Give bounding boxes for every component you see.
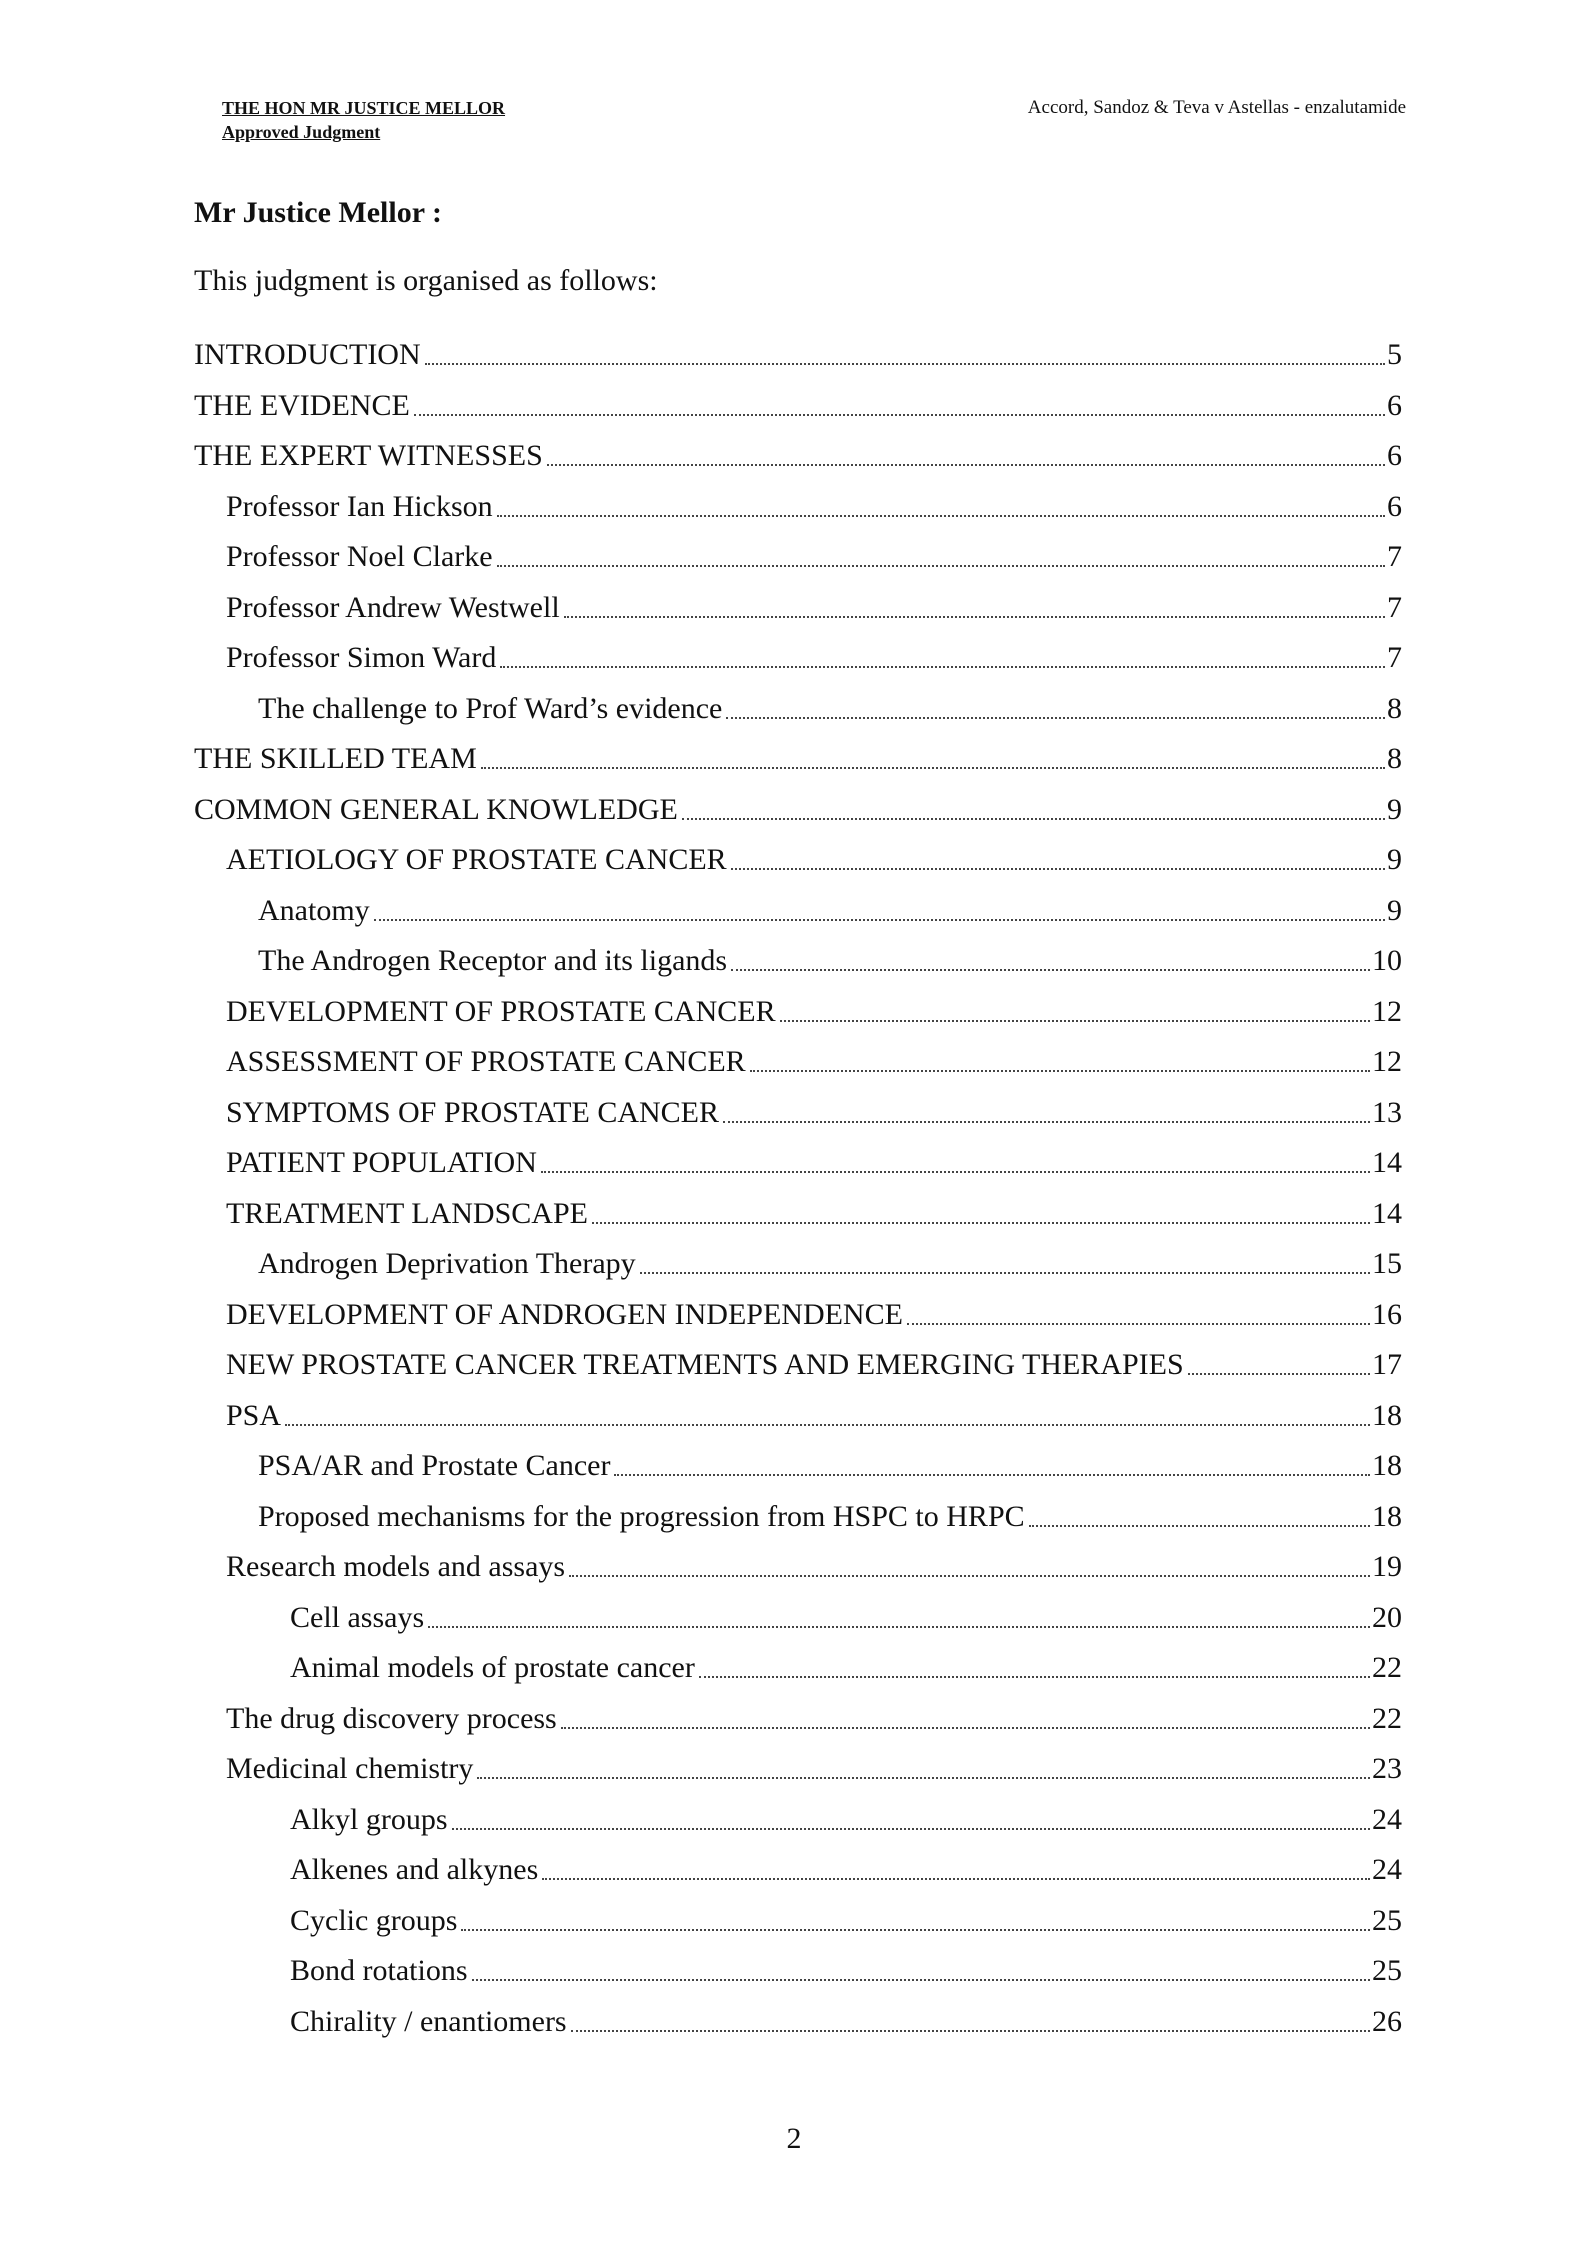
toc-entry-title: TREATMENT LANDSCAPE xyxy=(226,1196,588,1230)
page-number: 2 xyxy=(786,2122,802,2155)
toc-entry-page: 22 xyxy=(1372,1701,1402,1735)
toc-entry[interactable] xyxy=(194,886,1402,937)
dot-leader xyxy=(477,1750,1370,1788)
dot-leader xyxy=(699,1649,1370,1687)
toc-entry[interactable] xyxy=(194,330,1402,381)
dot-leader xyxy=(541,1144,1370,1182)
table-of-contents xyxy=(194,330,1402,2047)
dot-leader xyxy=(571,2003,1370,2041)
dot-leader xyxy=(472,1952,1371,1990)
dot-leader xyxy=(1188,1346,1370,1384)
toc-entry[interactable] xyxy=(194,1391,1402,1442)
toc-entry-page: 10 xyxy=(1372,944,1402,978)
toc-entry-title: PSA/AR and Prostate Cancer xyxy=(258,1449,611,1483)
toc-entry[interactable] xyxy=(194,1138,1402,1189)
dot-leader xyxy=(547,437,1385,475)
toc-entry-title: PSA xyxy=(226,1398,282,1432)
toc-entry-page: 22 xyxy=(1372,1651,1402,1685)
toc-entry[interactable] xyxy=(194,1946,1402,1997)
toc-entry-title: Professor Simon Ward xyxy=(226,641,497,675)
toc-entry-page: 18 xyxy=(1372,1499,1402,1533)
toc-entry[interactable] xyxy=(194,1593,1402,1644)
dot-leader xyxy=(569,1548,1370,1586)
toc-entry-title: Medicinal chemistry xyxy=(226,1752,474,1786)
toc-entry[interactable] xyxy=(194,482,1402,533)
toc-entry[interactable] xyxy=(194,684,1402,735)
dot-leader xyxy=(497,538,1385,576)
toc-entry-page: 8 xyxy=(1387,742,1402,776)
toc-entry[interactable] xyxy=(194,1189,1402,1240)
toc-entry[interactable] xyxy=(194,1694,1402,1745)
dot-leader xyxy=(414,387,1385,425)
toc-entry-page: 6 xyxy=(1387,439,1402,473)
dot-leader xyxy=(481,740,1385,778)
dot-leader xyxy=(452,1801,1371,1839)
toc-entry-title: Bond rotations xyxy=(290,1954,468,1988)
toc-entry-page: 8 xyxy=(1387,691,1402,725)
toc-entry[interactable] xyxy=(194,785,1402,836)
toc-entry-page: 9 xyxy=(1387,792,1402,826)
toc-entry[interactable] xyxy=(194,1441,1402,1492)
dot-leader xyxy=(564,589,1385,627)
toc-entry[interactable] xyxy=(194,431,1402,482)
case-title-header: Accord, Sandoz & Teva v Astellas - enzalutamide xyxy=(1027,97,1406,118)
toc-entry-page: 12 xyxy=(1372,1045,1402,1079)
toc-entry[interactable] xyxy=(194,1290,1402,1341)
toc-entry-title: The challenge to Prof Ward’s evidence xyxy=(258,691,723,725)
toc-entry[interactable] xyxy=(194,835,1402,886)
dot-leader xyxy=(592,1195,1370,1233)
intro-text: This judgment is organised as follows: xyxy=(194,264,658,297)
toc-entry[interactable] xyxy=(194,1896,1402,1947)
dot-leader xyxy=(907,1296,1370,1334)
toc-entry-title: THE EXPERT WITNESSES xyxy=(194,439,543,473)
dot-leader xyxy=(500,639,1385,677)
dot-leader xyxy=(750,1043,1370,1081)
toc-entry-title: The Androgen Receptor and its ligands xyxy=(258,944,728,978)
toc-entry-title: Research models and assays xyxy=(226,1550,566,1584)
toc-entry-page: 7 xyxy=(1387,590,1402,624)
toc-entry[interactable] xyxy=(194,381,1402,432)
toc-entry-page: 15 xyxy=(1372,1247,1402,1281)
toc-entry[interactable] xyxy=(194,1997,1402,2048)
toc-entry[interactable] xyxy=(194,1088,1402,1139)
dot-leader xyxy=(780,993,1370,1031)
toc-entry-page: 20 xyxy=(1372,1600,1402,1634)
dot-leader xyxy=(497,488,1385,526)
toc-entry-title: Animal models of prostate cancer xyxy=(290,1651,695,1685)
dot-leader xyxy=(561,1700,1370,1738)
toc-entry[interactable] xyxy=(194,987,1402,1038)
running-header-left xyxy=(222,96,505,144)
dot-leader xyxy=(428,1599,1370,1637)
toc-entry[interactable] xyxy=(194,532,1402,583)
toc-entry[interactable] xyxy=(194,1239,1402,1290)
toc-entry-page: 23 xyxy=(1372,1752,1402,1786)
dot-leader xyxy=(542,1851,1370,1889)
toc-entry-title: Androgen Deprivation Therapy xyxy=(258,1247,636,1281)
toc-entry-title: PATIENT POPULATION xyxy=(226,1146,537,1180)
toc-entry-page: 14 xyxy=(1372,1196,1402,1230)
toc-entry[interactable] xyxy=(194,1542,1402,1593)
toc-entry-title: INTRODUCTION xyxy=(194,338,421,372)
toc-entry-title: THE EVIDENCE xyxy=(194,388,410,422)
toc-entry[interactable] xyxy=(194,1744,1402,1795)
toc-entry-page: 26 xyxy=(1372,2004,1402,2038)
toc-entry[interactable] xyxy=(194,1643,1402,1694)
toc-entry-title: Alkenes and alkynes xyxy=(290,1853,539,1887)
toc-entry[interactable] xyxy=(194,1795,1402,1846)
toc-entry-page: 9 xyxy=(1387,843,1402,877)
dot-leader xyxy=(723,1094,1370,1132)
toc-entry-page: 5 xyxy=(1387,338,1402,372)
toc-entry-title: ASSESSMENT OF PROSTATE CANCER xyxy=(226,1045,746,1079)
toc-entry-title: Chirality / enantiomers xyxy=(290,2004,567,2038)
toc-entry-title: The drug discovery process xyxy=(226,1701,557,1735)
approval-status: Approved Judgment xyxy=(222,122,381,142)
judge-name-header: THE HON MR JUSTICE MELLOR xyxy=(222,98,506,118)
toc-entry-title: Alkyl groups xyxy=(290,1802,448,1836)
toc-entry-title: COMMON GENERAL KNOWLEDGE xyxy=(194,792,678,826)
toc-entry-page: 14 xyxy=(1372,1146,1402,1180)
toc-entry[interactable] xyxy=(194,936,1402,987)
toc-entry-title: Anatomy xyxy=(258,893,370,927)
dot-leader xyxy=(614,1447,1370,1485)
toc-entry-title: THE SKILLED TEAM xyxy=(194,742,477,776)
toc-entry-page: 18 xyxy=(1372,1449,1402,1483)
dot-leader xyxy=(461,1902,1370,1940)
toc-entry-page: 6 xyxy=(1387,489,1402,523)
toc-entry-title: NEW PROSTATE CANCER TREATMENTS AND EMERGING THERAPIES xyxy=(226,1348,1184,1382)
toc-entry-title: SYMPTOMS OF PROSTATE CANCER xyxy=(226,1095,720,1129)
toc-entry-page: 19 xyxy=(1372,1550,1402,1584)
toc-entry-title: Professor Noel Clarke xyxy=(226,540,493,574)
dot-leader xyxy=(731,942,1370,980)
toc-entry-page: 12 xyxy=(1372,994,1402,1028)
toc-entry-title: DEVELOPMENT OF PROSTATE CANCER xyxy=(226,994,776,1028)
toc-entry-page: 17 xyxy=(1372,1348,1402,1382)
toc-entry-page: 18 xyxy=(1372,1398,1402,1432)
toc-entry-page: 25 xyxy=(1372,1903,1402,1937)
toc-entry[interactable] xyxy=(194,1037,1402,1088)
toc-entry-page: 9 xyxy=(1387,893,1402,927)
toc-entry-page: 7 xyxy=(1387,540,1402,574)
dot-leader xyxy=(1029,1498,1370,1536)
toc-entry-title: Cell assays xyxy=(290,1600,425,1634)
toc-entry-page: 7 xyxy=(1387,641,1402,675)
toc-entry-title: Professor Andrew Westwell xyxy=(226,590,560,624)
toc-entry-title: Professor Ian Hickson xyxy=(226,489,493,523)
toc-entry-title: DEVELOPMENT OF ANDROGEN INDEPENDENCE xyxy=(226,1297,903,1331)
toc-entry[interactable] xyxy=(194,1845,1402,1896)
toc-entry[interactable] xyxy=(194,1340,1402,1391)
toc-entry-page: 24 xyxy=(1372,1802,1402,1836)
toc-entry[interactable] xyxy=(194,734,1402,785)
toc-entry[interactable] xyxy=(194,1492,1402,1543)
dot-leader xyxy=(731,841,1385,879)
dot-leader xyxy=(374,892,1385,930)
dot-leader xyxy=(640,1245,1370,1283)
toc-entry[interactable] xyxy=(194,633,1402,684)
toc-entry-title: AETIOLOGY OF PROSTATE CANCER xyxy=(226,843,727,877)
toc-entry-page: 24 xyxy=(1372,1853,1402,1887)
dot-leader xyxy=(682,791,1385,829)
toc-entry-title: Cyclic groups xyxy=(290,1903,458,1937)
dot-leader xyxy=(726,690,1385,728)
toc-entry-page: 16 xyxy=(1372,1297,1402,1331)
toc-entry-page: 13 xyxy=(1372,1095,1402,1129)
judge-heading: Mr Justice Mellor : xyxy=(194,196,442,229)
dot-leader xyxy=(425,336,1385,374)
dot-leader xyxy=(285,1397,1370,1435)
toc-entry[interactable] xyxy=(194,583,1402,634)
toc-entry-page: 25 xyxy=(1372,1954,1402,1988)
toc-entry-page: 6 xyxy=(1387,388,1402,422)
toc-entry-title: Proposed mechanisms for the progression from HSPC to HRPC xyxy=(258,1499,1025,1533)
